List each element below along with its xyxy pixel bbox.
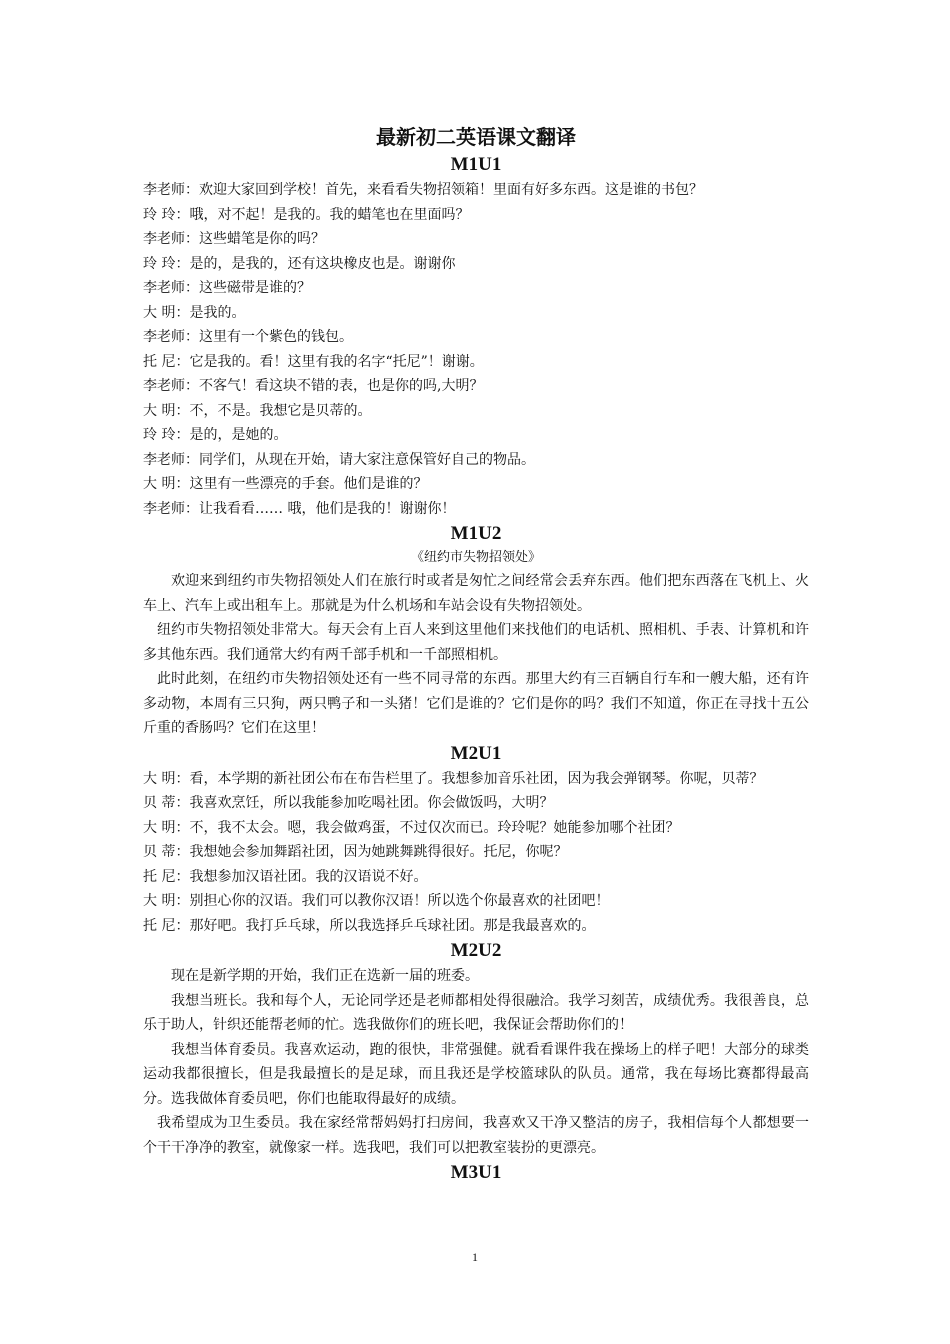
dialogue-line: 托 尼：那好吧。我打乒乓球，所以我选择乒乓球社团。那是我最喜欢的。 bbox=[143, 917, 596, 934]
dialogue-line: 李老师：同学们，从现在开始，请大家注意保管好自己的物品。 bbox=[143, 451, 535, 468]
dialogue-line: 贝 蒂：我想她会参加舞蹈社团，因为她跳舞跳得很好。托尼，你呢？ bbox=[143, 844, 568, 860]
dialogue-line: 玲 玲：是的，是她的。 bbox=[143, 427, 288, 443]
dialogue-line: 大 明：别担心你的汉语。我们可以教你汉语！所以选个你最喜欢的社团吧！ bbox=[143, 893, 610, 909]
paragraph: 欢迎来到纽约市失物招领处人们在旅行时或者是匆忙之间经常会丢弃东西。他们把东西落在飞机上、火车上、汽车上或出租车上。那就是为什么机场和车站会设有失物招领处。 bbox=[143, 573, 809, 614]
section-heading-m3u1: M3U1 bbox=[450, 1162, 502, 1183]
document-body bbox=[143, 122, 809, 1186]
dialogue-line: 大 明：是我的。 bbox=[143, 304, 246, 321]
paragraph: 现在是新学期的开始，我们正在选新一届的班委。 bbox=[171, 968, 479, 984]
dialogue-line: 贝 蒂：我喜欢烹饪，所以我能参加吃喝社团。你会做饭吗，大明？ bbox=[143, 795, 554, 811]
dialogue-line: 托 尼：它是我的。看！这里有我的名字“托尼”！谢谢。 bbox=[143, 353, 484, 370]
section-heading-m1u2: M1U2 bbox=[450, 523, 502, 544]
section-heading-m2u1: M2U1 bbox=[450, 742, 502, 764]
section-heading-m2u2: M2U2 bbox=[450, 940, 502, 961]
dialogue-line: 大 明：不，我不太会。嗯，我会做鸡蛋，不过仅次而已。玲玲呢？她能参加哪个社团？ bbox=[143, 819, 680, 836]
paragraph: 我想当班长。我和每个人，无论同学还是老师都相处得很融洽。我学习刻苦，成绩优秀。我很善良，总乐于助人，针织还能帮老师的忙。选我做你们的班长吧，我保证会帮助你们的！ bbox=[143, 992, 809, 1033]
dialogue-line: 李老师：不客气！看这块不错的表，也是你的吗,大明？ bbox=[143, 378, 484, 394]
paragraph: 此时此刻，在纽约市失物招领处还有一些不同寻常的东西。那里大约有三百辆自行车和一艘大船，还有许多动物，本周有三只狗，两只鸭子和一头猪！它们是谁的？它们是你的吗？我们不知道，你正在寻找十五公斤重的香肠吗？它们在这里！ bbox=[143, 671, 809, 736]
dialogue-line: 大 明：看，本学期的新社团公布在布告栏里了。我想参加音乐社团，因为我会弹钢琴。你呢，贝蒂？ bbox=[143, 770, 764, 787]
paragraph: 纽约市失物招领处非常大。每天会有上百人来到这里他们来找他们的电话机、照相机、手表、计算机和许多其他东西。我们通常大约有两千部手机和一千部照相机。 bbox=[143, 622, 809, 663]
dialogue-line: 大 明：不，不是。我想它是贝蒂的。 bbox=[143, 402, 372, 419]
dialogue-line: 李老师：这些磁带是谁的？ bbox=[143, 280, 311, 296]
dialogue-line: 玲 玲：是的，是我的，还有这块橡皮也是。谢谢你 bbox=[143, 255, 456, 272]
dialogue-line: 托 尼：我想参加汉语社团。我的汉语说不好。 bbox=[143, 868, 428, 885]
dialogue-line: 李老师：这里有一个紫色的钱包。 bbox=[143, 329, 353, 345]
dialogue-line: 大 明：这里有一些漂亮的手套。他们是谁的？ bbox=[143, 476, 428, 492]
paragraph: 我想当体育委员。我喜欢运动，跑的很快，非常强健。就看看课件我在操场上的样子吧！大部分的球类运动我都很擅长，但是我最擅长的是足球，而且我还是学校篮球队的队员。通常，我在每场比赛都得最高分。选我做体育委员吧，你们也能取得最好的成绩。 bbox=[143, 1041, 809, 1107]
dialogue-line: 李老师：欢迎大家回到学校！首先，来看看失物招领箱！里面有好多东西。这是谁的书包？ bbox=[143, 182, 703, 198]
dialogue-line: 李老师：让我看看…… 哦，他们是我的！谢谢你！ bbox=[143, 500, 456, 517]
dialogue-line: 李老师：这些蜡笔是你的吗？ bbox=[143, 231, 325, 247]
dialogue-line: 玲 玲：哦，对不起！是我的。我的蜡笔也在里面吗？ bbox=[143, 206, 470, 223]
section-heading-m1u1: M1U1 bbox=[450, 154, 502, 175]
section-subtitle: 《纽约市失物招领处》 bbox=[410, 550, 541, 565]
document-title: 最新初二英语课文翻译 bbox=[376, 125, 576, 149]
page-number: 1 bbox=[472, 1250, 478, 1264]
paragraph: 我希望成为卫生委员。我在家经常帮妈妈打扫房间，我喜欢又干净又整洁的房子，我相信每个人都想要一个干干净净的教室，就像家一样。选我吧，我们可以把教室装扮的更漂亮。 bbox=[143, 1115, 809, 1156]
